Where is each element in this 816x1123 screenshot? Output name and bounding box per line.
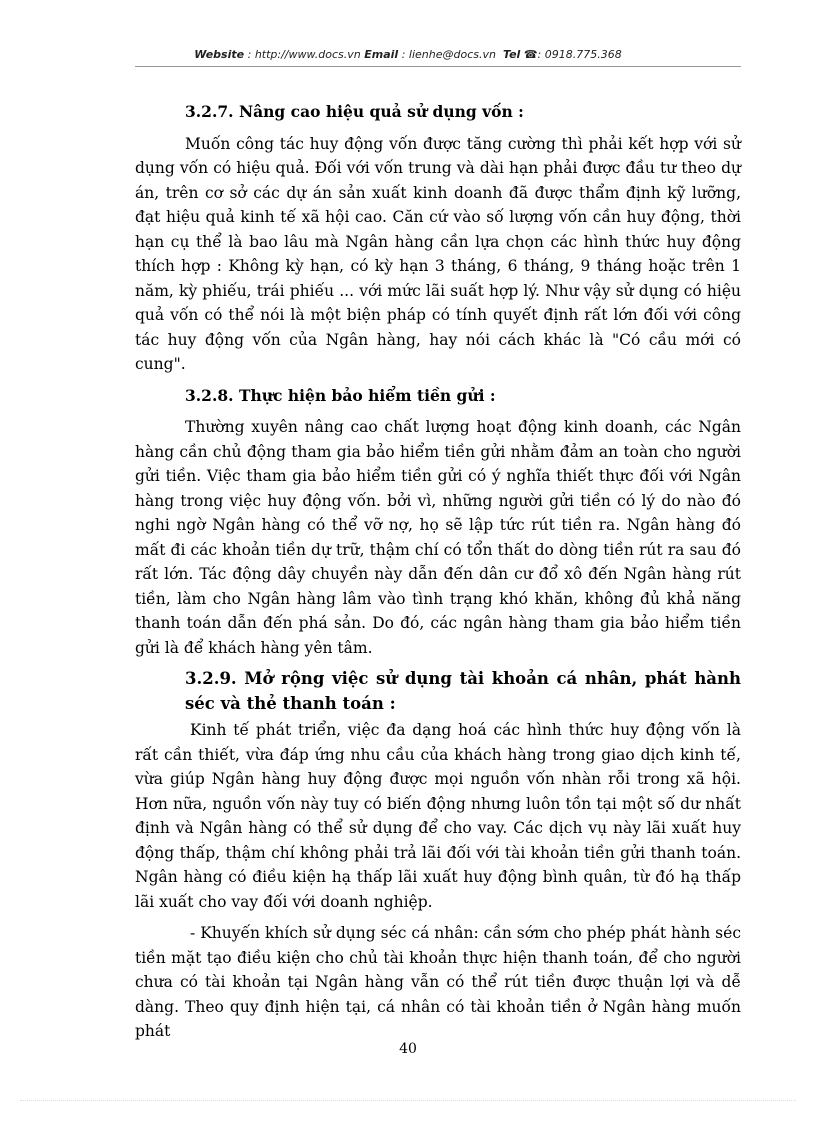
header-divider	[135, 66, 741, 67]
website-label: Website	[194, 48, 245, 61]
paragraph: - Khuyến khích sử dụng séc cá nhân: cần sớm cho phép phát hành séc tiền mặt tạo điều kiện cho chủ tài khoản thực hiện thanh toán, để cho người chưa có tài khoản tại Ngân hàng vẫn có thể rút tiền được thuận lợi và dễ dàng. Theo quy định hiện tại, cá nhân có tài khoản tiền ở Ngân hàng muốn phát	[135, 924, 741, 1040]
section-heading-327: 3.2.7. Nâng cao hiệu quả sử dụng vốn :	[185, 102, 524, 121]
paragraph: Thường xuyên nâng cao chất lượng hoạt động kinh doanh, các Ngân hàng cần chủ động tham gia bảo hiểm tiền gửi nhằm đảm an toàn cho người gửi tiền. Việc tham gia bảo hiểm tiền gửi có ý nghĩa thiết thực đối với Ngân hàng trong việc huy động vốn. bởi vì, những người gửi tiền có lý do nào đó nghi ngờ Ngân hàng có thể vỡ nợ, họ sẽ lập tức rút tiền ra. Ngân hàng đó mất đi các khoản tiền dự trữ, thậm chí có tổn thất do dòng tiền rút ra sau đó rất lớn. Tác động dây chuyền này dẫn đến dân cư đổ xô đến Ngân hàng rút tiền, làm cho Ngân hàng lâm vào tình trạng khó khăn, không đủ khả năng thanh toán dẫn đến phá sản. Do đó, các ngân hàng tham gia bảo hiểm tiền gửi là để khách hàng yên tâm.	[135, 418, 741, 657]
paragraph: Muốn công tác huy động vốn được tăng cường thì phải kết hợp với sử dụng vốn có hiệu quả. Đối với vốn trung và dài hạn phải được đầu tư theo dự án, trên cơ sở các dự án sản xuất kinh doanh đã được thẩm định kỹ lưỡng, đạt hiệu quả kinh tế xã hội cao. Căn cứ vào số lượng vốn cần huy động, thời hạn cụ thể là bao lâu mà Ngân hàng cần lựa chọn các hình thức huy động thích hợp : Không kỳ hạn, có kỳ hạn 3 tháng, 6 tháng, 9 tháng hoặc trên 1 năm, kỳ phiếu, trái phiếu ... với mức lãi suất hợp lý. Như vậy sử dụng có hiệu quả vốn có thể nói là một biện pháp có tính quyết định rất lớn đối với công tác huy động vốn của Ngân hàng, hay nói cách khác là "Có cầu mới có cung".	[135, 134, 741, 373]
paragraph: Kinh tế phát triển, việc đa dạng hoá các hình thức huy động vốn là rất cần thiết, vừa đáp ứng nhu cầu của khách hàng trong giao dịch kinh tế, vừa giúp Ngân hàng huy động được mọi nguồn vốn nhàn rỗi trong xã hội. Hơn nữa, nguồn vốn này tuy có biến động nhưng luôn tồn tại một số dư nhất định và Ngân hàng có thể sử dụng để cho vay. Các dịch vụ này lãi xuất huy động thấp, thậm chí không phải trả lãi đối với tài khoản tiền gửi thanh toán. Ngân hàng có điều kiện hạ thấp lãi xuất huy động bình quân, từ đó hạ thấp lãi xuất cho vay đối với doanh nghiệp.	[135, 721, 741, 911]
page-number: 40	[399, 1041, 417, 1057]
email-link[interactable]: lienhe@docs.vn	[408, 48, 496, 61]
tel-label: Tel	[502, 48, 521, 61]
website-link[interactable]: http://www.docs.vn	[254, 48, 361, 61]
section-heading-329: 3.2.9. Mở rộng việc sử dụng tài khoản cá nhân, phát hành séc và thẻ thanh toán :	[185, 669, 741, 713]
page-header: Website : http://www.docs.vn Email : lienhe@docs.vn Tel ☎: 0918.775.368	[194, 48, 622, 61]
footer-divider	[20, 1100, 796, 1101]
section-heading-328: 3.2.8. Thực hiện bảo hiểm tiền gửi :	[185, 385, 496, 405]
tel-value: : 0918.775.368	[537, 48, 622, 61]
phone-icon: ☎	[523, 48, 538, 61]
document-body	[135, 100, 741, 1044]
email-label: Email	[364, 48, 399, 61]
